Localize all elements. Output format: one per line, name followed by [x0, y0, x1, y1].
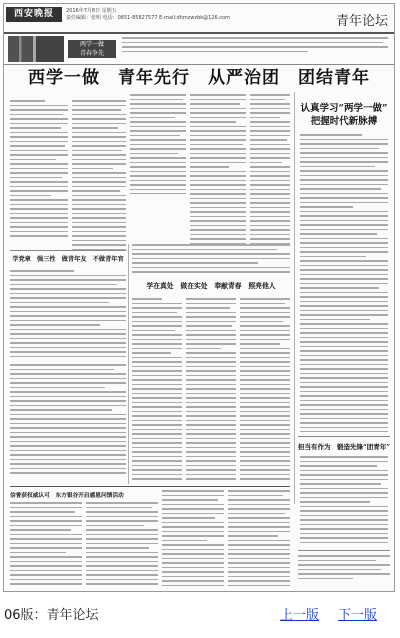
- right-divider: [298, 436, 390, 437]
- bottom-headline: 信誉获权威认可 东方银谷开启感恩问馈活动: [10, 493, 124, 499]
- banner-tag: [68, 40, 116, 58]
- page-label: 06版：青年论坛: [4, 608, 99, 623]
- mid-left-divider: [10, 250, 126, 251]
- right-small-headline: 担当有作为 锻造先锋“团青年”: [298, 443, 390, 451]
- bottom-divider: [10, 486, 290, 487]
- main-article-col-5: [250, 94, 290, 244]
- bottom-body-col-2: [86, 502, 158, 588]
- center-body-col-3: [240, 298, 290, 482]
- newspaper-page: [3, 3, 395, 592]
- masthead-contact: 责任编辑：张明 电话：0851-85827577 E-mail:dhmzwzbk@126.com: [66, 15, 230, 21]
- right-article-headline: [298, 102, 390, 128]
- right-headline-line-1: 认真学习“两学一做”: [300, 103, 388, 114]
- main-article-col-1: [10, 100, 68, 240]
- newspaper-logo: 西安晚报: [6, 7, 62, 22]
- main-headline: 西学一做 青年先行 从严治团 团结青年: [28, 68, 370, 88]
- column-rule: [128, 244, 129, 484]
- main-article-col-2: [72, 100, 126, 250]
- next-page-link[interactable]: 下一版: [338, 608, 378, 623]
- prev-page-link[interactable]: 上一版: [280, 608, 320, 623]
- center-headline: 学在真处 做在实处 奉献青春 照亮他人: [146, 282, 276, 290]
- right-box: [298, 550, 390, 589]
- bottom-body-col-1: [10, 502, 82, 588]
- right-article-body: [300, 134, 388, 432]
- mid-left-body: [10, 270, 126, 358]
- mid-left-body-2: [10, 364, 126, 474]
- center-top-body: [132, 244, 290, 276]
- main-article-col-4: [190, 94, 246, 244]
- masthead: [4, 4, 394, 34]
- masthead-info: [66, 8, 286, 22]
- bottom-body-col-3: [162, 490, 224, 588]
- mid-left-headline: 学党章 强三性 做青年友 不做青年官: [12, 256, 124, 263]
- center-body-col-1: [132, 298, 182, 482]
- right-small-body: [300, 456, 388, 546]
- feature-banner: [4, 34, 394, 65]
- banner-tag-line-1: 两学一做: [79, 41, 104, 48]
- column-rule: [294, 92, 295, 504]
- section-title: 青年论坛: [335, 14, 388, 29]
- page-footer: [0, 600, 400, 630]
- banner-tag-line-2: 青春争先: [79, 50, 104, 57]
- center-body-col-2: [186, 298, 236, 482]
- bottom-body-col-4: [228, 490, 290, 588]
- main-article-col-3: [130, 94, 186, 194]
- banner-photo: [8, 36, 64, 62]
- right-headline-line-2: 把握时代新脉搏: [310, 116, 378, 127]
- masthead-date: 2016年7月8日 星期五: [66, 8, 117, 14]
- banner-lead-text: [122, 37, 388, 55]
